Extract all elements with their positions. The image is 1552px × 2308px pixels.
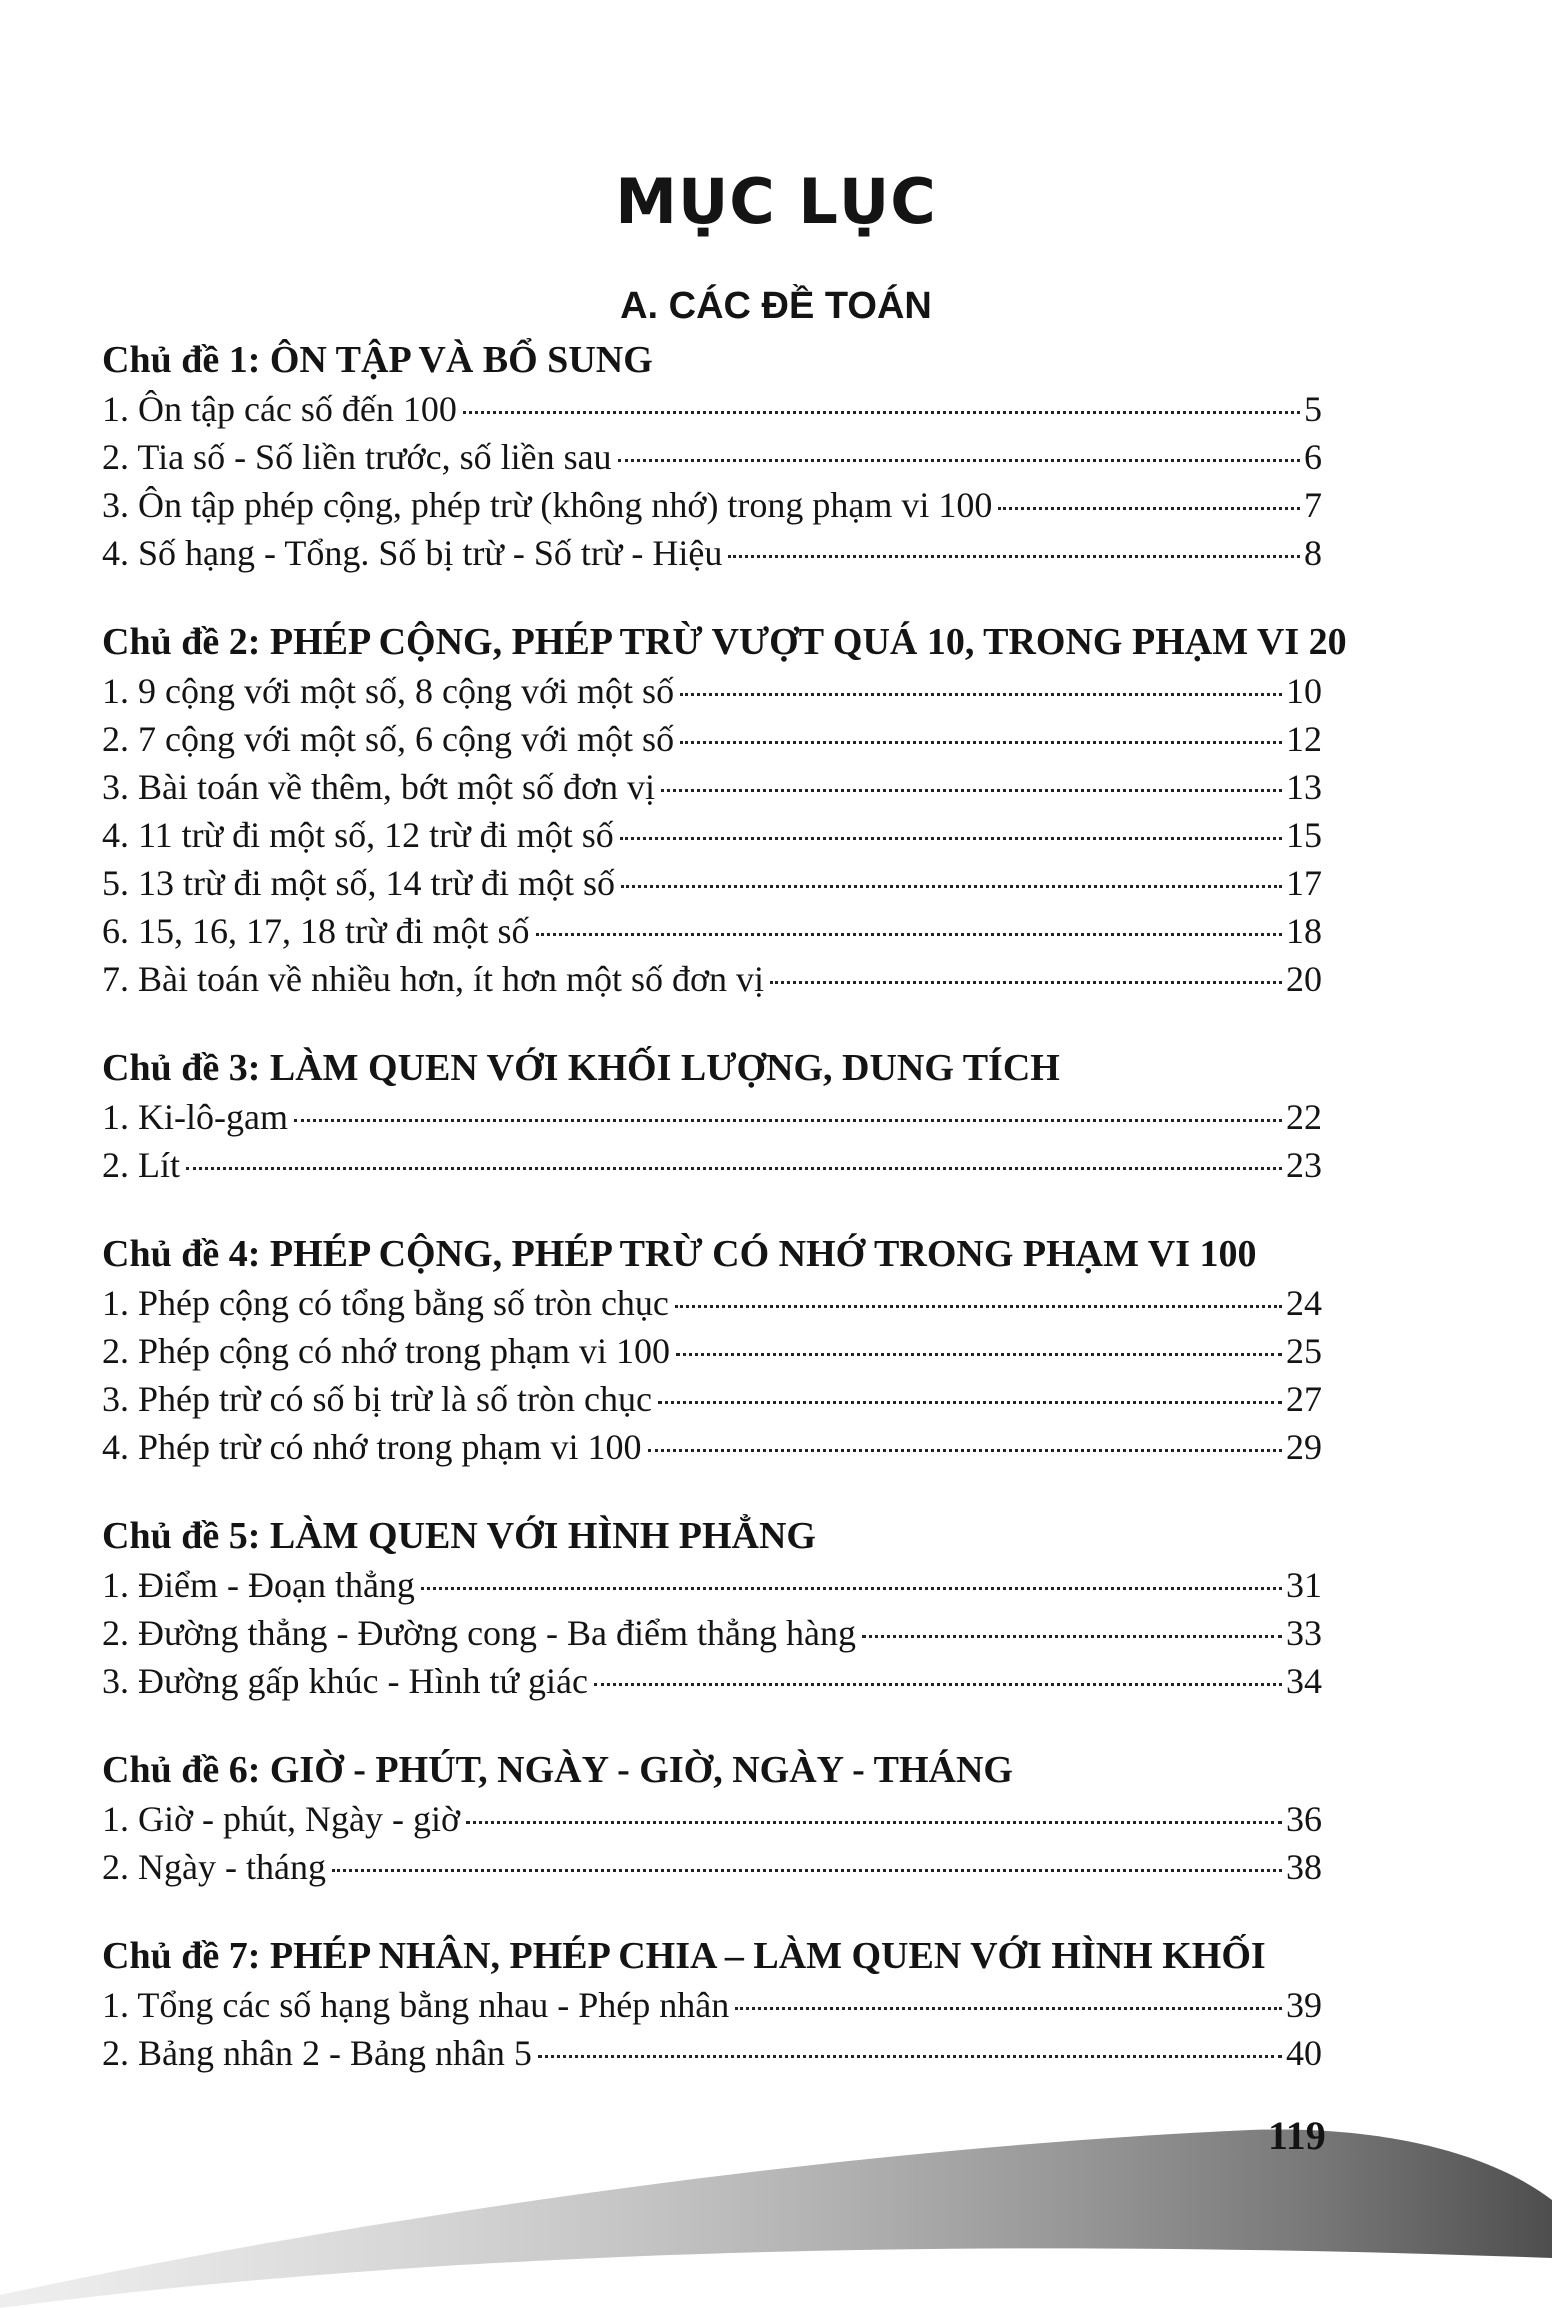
entry-page-number: 18 [1286, 911, 1322, 951]
entry-label: 1. Phép cộng có tổng bằng số tròn chục [102, 1283, 669, 1323]
entry-page-number: 24 [1286, 1283, 1322, 1323]
entry-page-number: 23 [1286, 1145, 1322, 1185]
entry-label: 7. Bài toán về nhiều hơn, ít hơn một số đơn vị [102, 959, 765, 999]
entry-page-number: 33 [1286, 1613, 1322, 1653]
entry-label: 2. Đường thẳng - Đường cong - Ba điểm thẳng hàng [102, 1613, 856, 1653]
entry-label: 3. Ôn tập phép cộng, phép trừ (không nhớ) trong phạm vi 100 [102, 485, 993, 525]
entry-label: 3. Đường gấp khúc - Hình tứ giác [102, 1661, 588, 1701]
entry-label: 5. 13 trừ đi một số, 14 trừ đi một số [102, 863, 616, 903]
entry-label: 2. 7 cộng với một số, 6 cộng với một số [102, 719, 675, 759]
entry-page-number: 15 [1286, 815, 1322, 855]
entry-page-number: 39 [1286, 1985, 1322, 2025]
page-number: 119 [1268, 2113, 1326, 2158]
topic-title: Chủ đề 3: LÀM QUEN VỚI KHỐI LƯỢNG, DUNG TÍCH [102, 1047, 1060, 1089]
entry-label: 4. 11 trừ đi một số, 12 trừ đi một số [102, 815, 614, 855]
entry-label: 4. Phép trừ có nhớ trong phạm vi 100 [102, 1427, 642, 1467]
topic-title: Chủ đề 2: PHÉP CỘNG, PHÉP TRỪ VƯỢT QUÁ 10, TRONG PHẠM VI 20 [102, 621, 1347, 663]
entry-label: 1. Tổng các số hạng bằng nhau - Phép nhân [102, 1985, 730, 2025]
entry-page-number: 10 [1286, 671, 1322, 711]
entry-page-number: 27 [1286, 1379, 1322, 1419]
page-title: MỤC LỤC [615, 165, 937, 238]
entry-label: 1. Điểm - Đoạn thẳng [102, 1565, 415, 1605]
entry-label: 1. Ki-lô-gam [102, 1097, 288, 1137]
entry-label: 3. Bài toán về thêm, bớt một số đơn vị [102, 767, 656, 807]
entry-page-number: 8 [1304, 533, 1322, 573]
entry-label: 6. 15, 16, 17, 18 trừ đi một số [102, 911, 530, 951]
entry-page-number: 13 [1286, 767, 1322, 807]
entry-page-number: 31 [1286, 1565, 1322, 1605]
entry-page-number: 25 [1286, 1331, 1322, 1371]
entry-page-number: 34 [1286, 1661, 1322, 1701]
entry-page-number: 22 [1286, 1097, 1322, 1137]
entry-page-number: 20 [1286, 959, 1322, 999]
entry-label: 1. Ôn tập các số đến 100 [102, 389, 457, 429]
section-heading: A. CÁC ĐỀ TOÁN [620, 285, 932, 327]
entry-page-number: 7 [1304, 485, 1322, 525]
entry-page-number: 40 [1286, 2033, 1322, 2073]
entry-page-number: 5 [1304, 389, 1322, 429]
entry-label: 1. Giờ - phút, Ngày - giờ [102, 1799, 461, 1839]
entry-page-number: 17 [1286, 863, 1322, 903]
entry-page-number: 36 [1286, 1799, 1322, 1839]
entry-label: 2. Ngày - tháng [102, 1847, 326, 1887]
topic-title: Chủ đề 6: GIỜ - PHÚT, NGÀY - GIỜ, NGÀY - THÁNG [102, 1749, 1013, 1791]
entry-label: 3. Phép trừ có số bị trừ là số tròn chục [102, 1379, 652, 1419]
entry-page-number: 12 [1286, 719, 1322, 759]
entry-label: 2. Bảng nhân 2 - Bảng nhân 5 [102, 2033, 532, 2073]
topic-title: Chủ đề 1: ÔN TẬP VÀ BỔ SUNG [102, 339, 653, 381]
topic-title: Chủ đề 5: LÀM QUEN VỚI HÌNH PHẲNG [102, 1515, 816, 1557]
entry-page-number: 29 [1286, 1427, 1322, 1467]
entry-page-number: 6 [1304, 437, 1322, 477]
entry-label: 2. Tia số - Số liền trước, số liền sau [102, 437, 612, 477]
entry-label: 2. Phép cộng có nhớ trong phạm vi 100 [102, 1331, 670, 1371]
entry-label: 1. 9 cộng với một số, 8 cộng với một số [102, 671, 675, 711]
entry-page-number: 38 [1286, 1847, 1322, 1887]
entry-label: 2. Lít [102, 1145, 180, 1185]
topic-title: Chủ đề 7: PHÉP NHÂN, PHÉP CHIA – LÀM QUEN VỚI HÌNH KHỐI [102, 1935, 1266, 1977]
entry-label: 4. Số hạng - Tổng. Số bị trừ - Số trừ - Hiệu [102, 533, 723, 573]
topic-title: Chủ đề 4: PHÉP CỘNG, PHÉP TRỪ CÓ NHỚ TRONG PHẠM VI 100 [102, 1233, 1257, 1275]
